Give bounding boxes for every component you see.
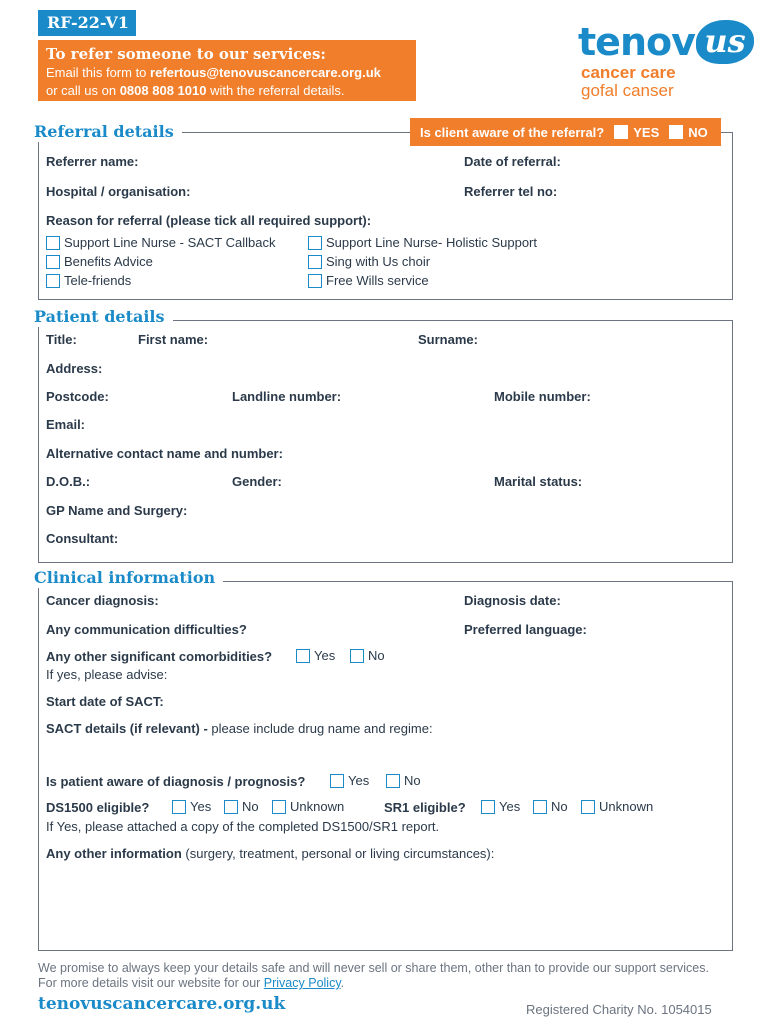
sr1-no[interactable]: No: [533, 799, 568, 815]
sr1-unknown[interactable]: Unknown: [581, 799, 653, 815]
aware-no-label: NO: [688, 124, 708, 140]
option-sing-with-us[interactable]: Sing with Us choir: [308, 254, 430, 270]
checkbox[interactable]: [350, 649, 364, 663]
ds1500-yes[interactable]: Yes: [172, 799, 211, 815]
privacy-note: We promise to always keep your details safe and will never sell or share them, other than to provide our support services. For more details visit our website for our Privacy Policy.: [38, 961, 709, 990]
option-benefits-advice[interactable]: Benefits Advice: [46, 254, 153, 270]
preferred-language-label: Preferred language:: [464, 622, 587, 637]
section-title-patient: Patient details: [34, 307, 173, 327]
referral-phone[interactable]: 0808 808 1010: [119, 83, 207, 98]
logo-us-mark: us: [696, 20, 754, 64]
logo-line-english: cancer care: [581, 63, 676, 82]
charity-number: Registered Charity No. 1054015: [526, 1002, 712, 1017]
call-suffix: with the referral details.: [206, 83, 345, 98]
logo-word: tenov: [578, 20, 695, 64]
checkbox[interactable]: [46, 274, 60, 288]
reason-label: Reason for referral (please tick all required support):: [46, 213, 372, 228]
email-prefix: Email this form to: [46, 65, 151, 80]
email-label: Email:: [46, 417, 86, 432]
ds1500-no[interactable]: No: [224, 799, 259, 815]
mobile-label: Mobile number:: [494, 389, 591, 404]
aware-prognosis-label: Is patient aware of diagnosis / prognosis?: [46, 774, 306, 789]
referral-email[interactable]: refertous@tenovuscancercare.org.uk: [150, 65, 381, 80]
prognosis-no[interactable]: No: [386, 773, 421, 789]
checkbox[interactable]: [296, 649, 310, 663]
diagnosis-date-label: Diagnosis date:: [464, 593, 561, 608]
option-holistic-support[interactable]: Support Line Nurse- Holistic Support: [308, 235, 537, 251]
section-title-clinical: Clinical information: [34, 568, 223, 588]
tenovus-logo: [578, 16, 753, 102]
checkbox[interactable]: [308, 236, 322, 250]
other-info-label: Any other information (surgery, treatment, personal or living circumstances):: [46, 846, 495, 861]
refer-title: To refer someone to our services:: [46, 45, 326, 63]
form-code-badge: RF-22-V1: [38, 10, 136, 36]
if-yes-attach-text: If Yes, please attached a copy of the completed DS1500/SR1 report.: [46, 819, 440, 834]
marital-status-label: Marital status:: [494, 474, 583, 489]
landline-label: Landline number:: [232, 389, 342, 404]
checkbox[interactable]: [308, 274, 322, 288]
prognosis-yes[interactable]: Yes: [330, 773, 369, 789]
logo-line-welsh: gofal canser: [581, 81, 674, 100]
ds1500-label: DS1500 eligible?: [46, 800, 150, 815]
checkbox[interactable]: [533, 800, 547, 814]
client-aware-bar: [410, 118, 721, 146]
sact-details-label: SACT details (if relevant) - please include drug name and regime:: [46, 721, 433, 736]
comorbidities-no[interactable]: No: [350, 648, 385, 664]
communication-label: Any communication difficulties?: [46, 622, 247, 637]
date-of-referral-label: Date of referral:: [464, 154, 561, 169]
if-yes-advise-text: If yes, please advise:: [46, 667, 168, 682]
gp-label: GP Name and Surgery:: [46, 503, 188, 518]
postcode-label: Postcode:: [46, 389, 109, 404]
aware-yes-checkbox[interactable]: [614, 125, 628, 139]
checkbox[interactable]: [172, 800, 186, 814]
sr1-yes[interactable]: Yes: [481, 799, 520, 815]
checkbox[interactable]: [224, 800, 238, 814]
refer-instructions: [38, 40, 416, 101]
dob-label: D.O.B.:: [46, 474, 91, 489]
title-label: Title:: [46, 332, 77, 347]
comorbidities-yes[interactable]: Yes: [296, 648, 335, 664]
ds1500-unknown[interactable]: Unknown: [272, 799, 344, 815]
option-tele-friends[interactable]: Tele-friends: [46, 273, 131, 289]
alt-contact-label: Alternative contact name and number:: [46, 446, 283, 461]
checkbox[interactable]: [330, 774, 344, 788]
checkbox[interactable]: [581, 800, 595, 814]
aware-no-checkbox[interactable]: [669, 125, 683, 139]
checkbox[interactable]: [272, 800, 286, 814]
address-label: Address:: [46, 361, 103, 376]
option-sact-callback[interactable]: Support Line Nurse - SACT Callback: [46, 235, 275, 251]
aware-yes-label: YES: [633, 124, 660, 140]
patient-details-box: [38, 320, 733, 563]
first-name-label: First name:: [138, 332, 209, 347]
website-link[interactable]: tenovuscancercare.org.uk: [38, 994, 286, 1014]
consultant-label: Consultant:: [46, 531, 119, 546]
section-title-referral: Referral details: [34, 122, 182, 142]
hospital-label: Hospital / organisation:: [46, 184, 191, 199]
referrer-tel-label: Referrer tel no:: [464, 184, 558, 199]
referrer-name-label: Referrer name:: [46, 154, 139, 169]
start-sact-label: Start date of SACT:: [46, 694, 164, 709]
privacy-policy-link[interactable]: Privacy Policy: [263, 976, 341, 990]
gender-label: Gender:: [232, 474, 282, 489]
checkbox[interactable]: [386, 774, 400, 788]
option-free-wills[interactable]: Free Wills service: [308, 273, 429, 289]
checkbox[interactable]: [46, 255, 60, 269]
checkbox[interactable]: [481, 800, 495, 814]
call-prefix: or call us on: [46, 83, 120, 98]
client-aware-question: Is client aware of the referral?: [420, 124, 605, 140]
sr1-label: SR1 eligible?: [384, 800, 466, 815]
checkbox[interactable]: [308, 255, 322, 269]
surname-label: Surname:: [418, 332, 478, 347]
cancer-diagnosis-label: Cancer diagnosis:: [46, 593, 159, 608]
comorbidities-label: Any other significant comorbidities?: [46, 649, 273, 664]
checkbox[interactable]: [46, 236, 60, 250]
